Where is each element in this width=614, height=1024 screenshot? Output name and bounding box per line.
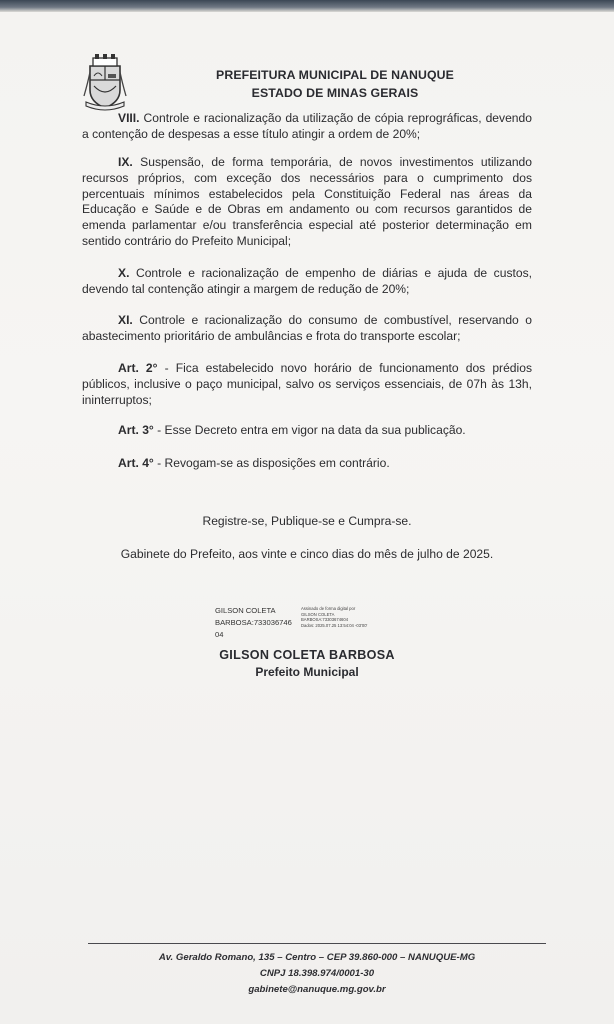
article-label: Art. 4° (118, 456, 154, 470)
footer-cnpj: CNPJ 18.398.974/0001-30 (259, 968, 375, 979)
sig-right-line3: BARBOSA:73303674604 (301, 617, 349, 623)
clause-label: VIII. (118, 111, 140, 125)
sig-left-line1: GILSON COLETA (215, 606, 276, 615)
clause-ix (82, 155, 532, 250)
clause-text: Controle e racionalização do consumo de combustível, reservando o abastecimento prioritário de ambulâncias e frota do transporte escolar; (82, 313, 532, 343)
sig-right-line1: Assinado de forma digital por (301, 606, 356, 611)
date-line: Gabinete do Prefeito, aos vinte e cinco dias do mês de julho de 2025. (120, 547, 494, 561)
article-text: - Revogam-se as disposições em contrário. (153, 456, 390, 470)
scan-top-edge (0, 0, 614, 12)
footer-divider (88, 943, 546, 944)
digital-signature-name (215, 605, 292, 641)
sig-left-line2: BARBOSA:733036746 (215, 618, 292, 627)
clause-text: Controle e racionalização da utilização de cópia reprográficas, devendo a contenção de despesas a esse título atingir a ordem de 20%; (82, 111, 532, 141)
article-4 (82, 456, 532, 472)
signer-name: GILSON COLETA BARBOSA (219, 648, 395, 662)
clause-text: Controle e racionalização de empenho de diárias e ajuda de custos, devendo tal contenção atingir a margem de redução de 20%; (82, 266, 532, 296)
municipal-crest-icon (80, 52, 130, 112)
clause-xi (82, 313, 532, 345)
article-3 (82, 423, 532, 439)
sig-left-line3: 04 (215, 630, 224, 639)
clause-label: X. (118, 266, 130, 280)
clause-label: XI. (118, 313, 133, 327)
clause-label: IX. (118, 155, 133, 169)
footer-email: gabinete@nanuque.mg.gov.br (248, 984, 386, 995)
article-text: - Fica estabelecido novo horário de funcionamento dos prédios públicos, inclusive o paço municipal, salvo os serviços essenciais, de 07h às 13h, ininterruptos; (82, 361, 532, 407)
article-text: - Esse Decreto entra em vigor na data da sua publicação. (153, 423, 466, 437)
article-label: Art. 3° (118, 423, 154, 437)
digital-signature-details (301, 606, 367, 628)
clause-x (82, 266, 532, 298)
header-title-line1: PREFEITURA MUNICIPAL DE NANUQUE (216, 68, 454, 82)
footer-address: Av. Geraldo Romano, 135 – Centro – CEP 39.860-000 – NANUQUE-MG (158, 952, 476, 963)
clause-viii (82, 111, 532, 143)
article-2 (82, 361, 532, 408)
sig-right-line2: GILSON COLETA (301, 611, 335, 617)
sig-right-line4: Dados: 2025.07.25 13:54:04 -03'00' (301, 622, 368, 628)
clause-text: Suspensão, de forma temporária, de novos investimentos utilizando recursos próprios, com exceção dos necessários para o cumprimento dos percentuais mínimos estabelecidos pela Constituição Federal nas áreas da Educação e Saúde e de Obras em andamento ou com recursos garantidos de emenda parlamentar e/ou transferência especial até posterior determinação em sentido contrário do Prefeito Municipal; (82, 155, 532, 248)
header-title-line2: ESTADO DE MINAS GERAIS (251, 86, 419, 100)
signer-role: Prefeito Municipal (255, 665, 359, 679)
closing-formula: Registre-se, Publique-se e Cumpra-se. (202, 514, 412, 528)
article-label: Art. 2° (118, 361, 158, 375)
